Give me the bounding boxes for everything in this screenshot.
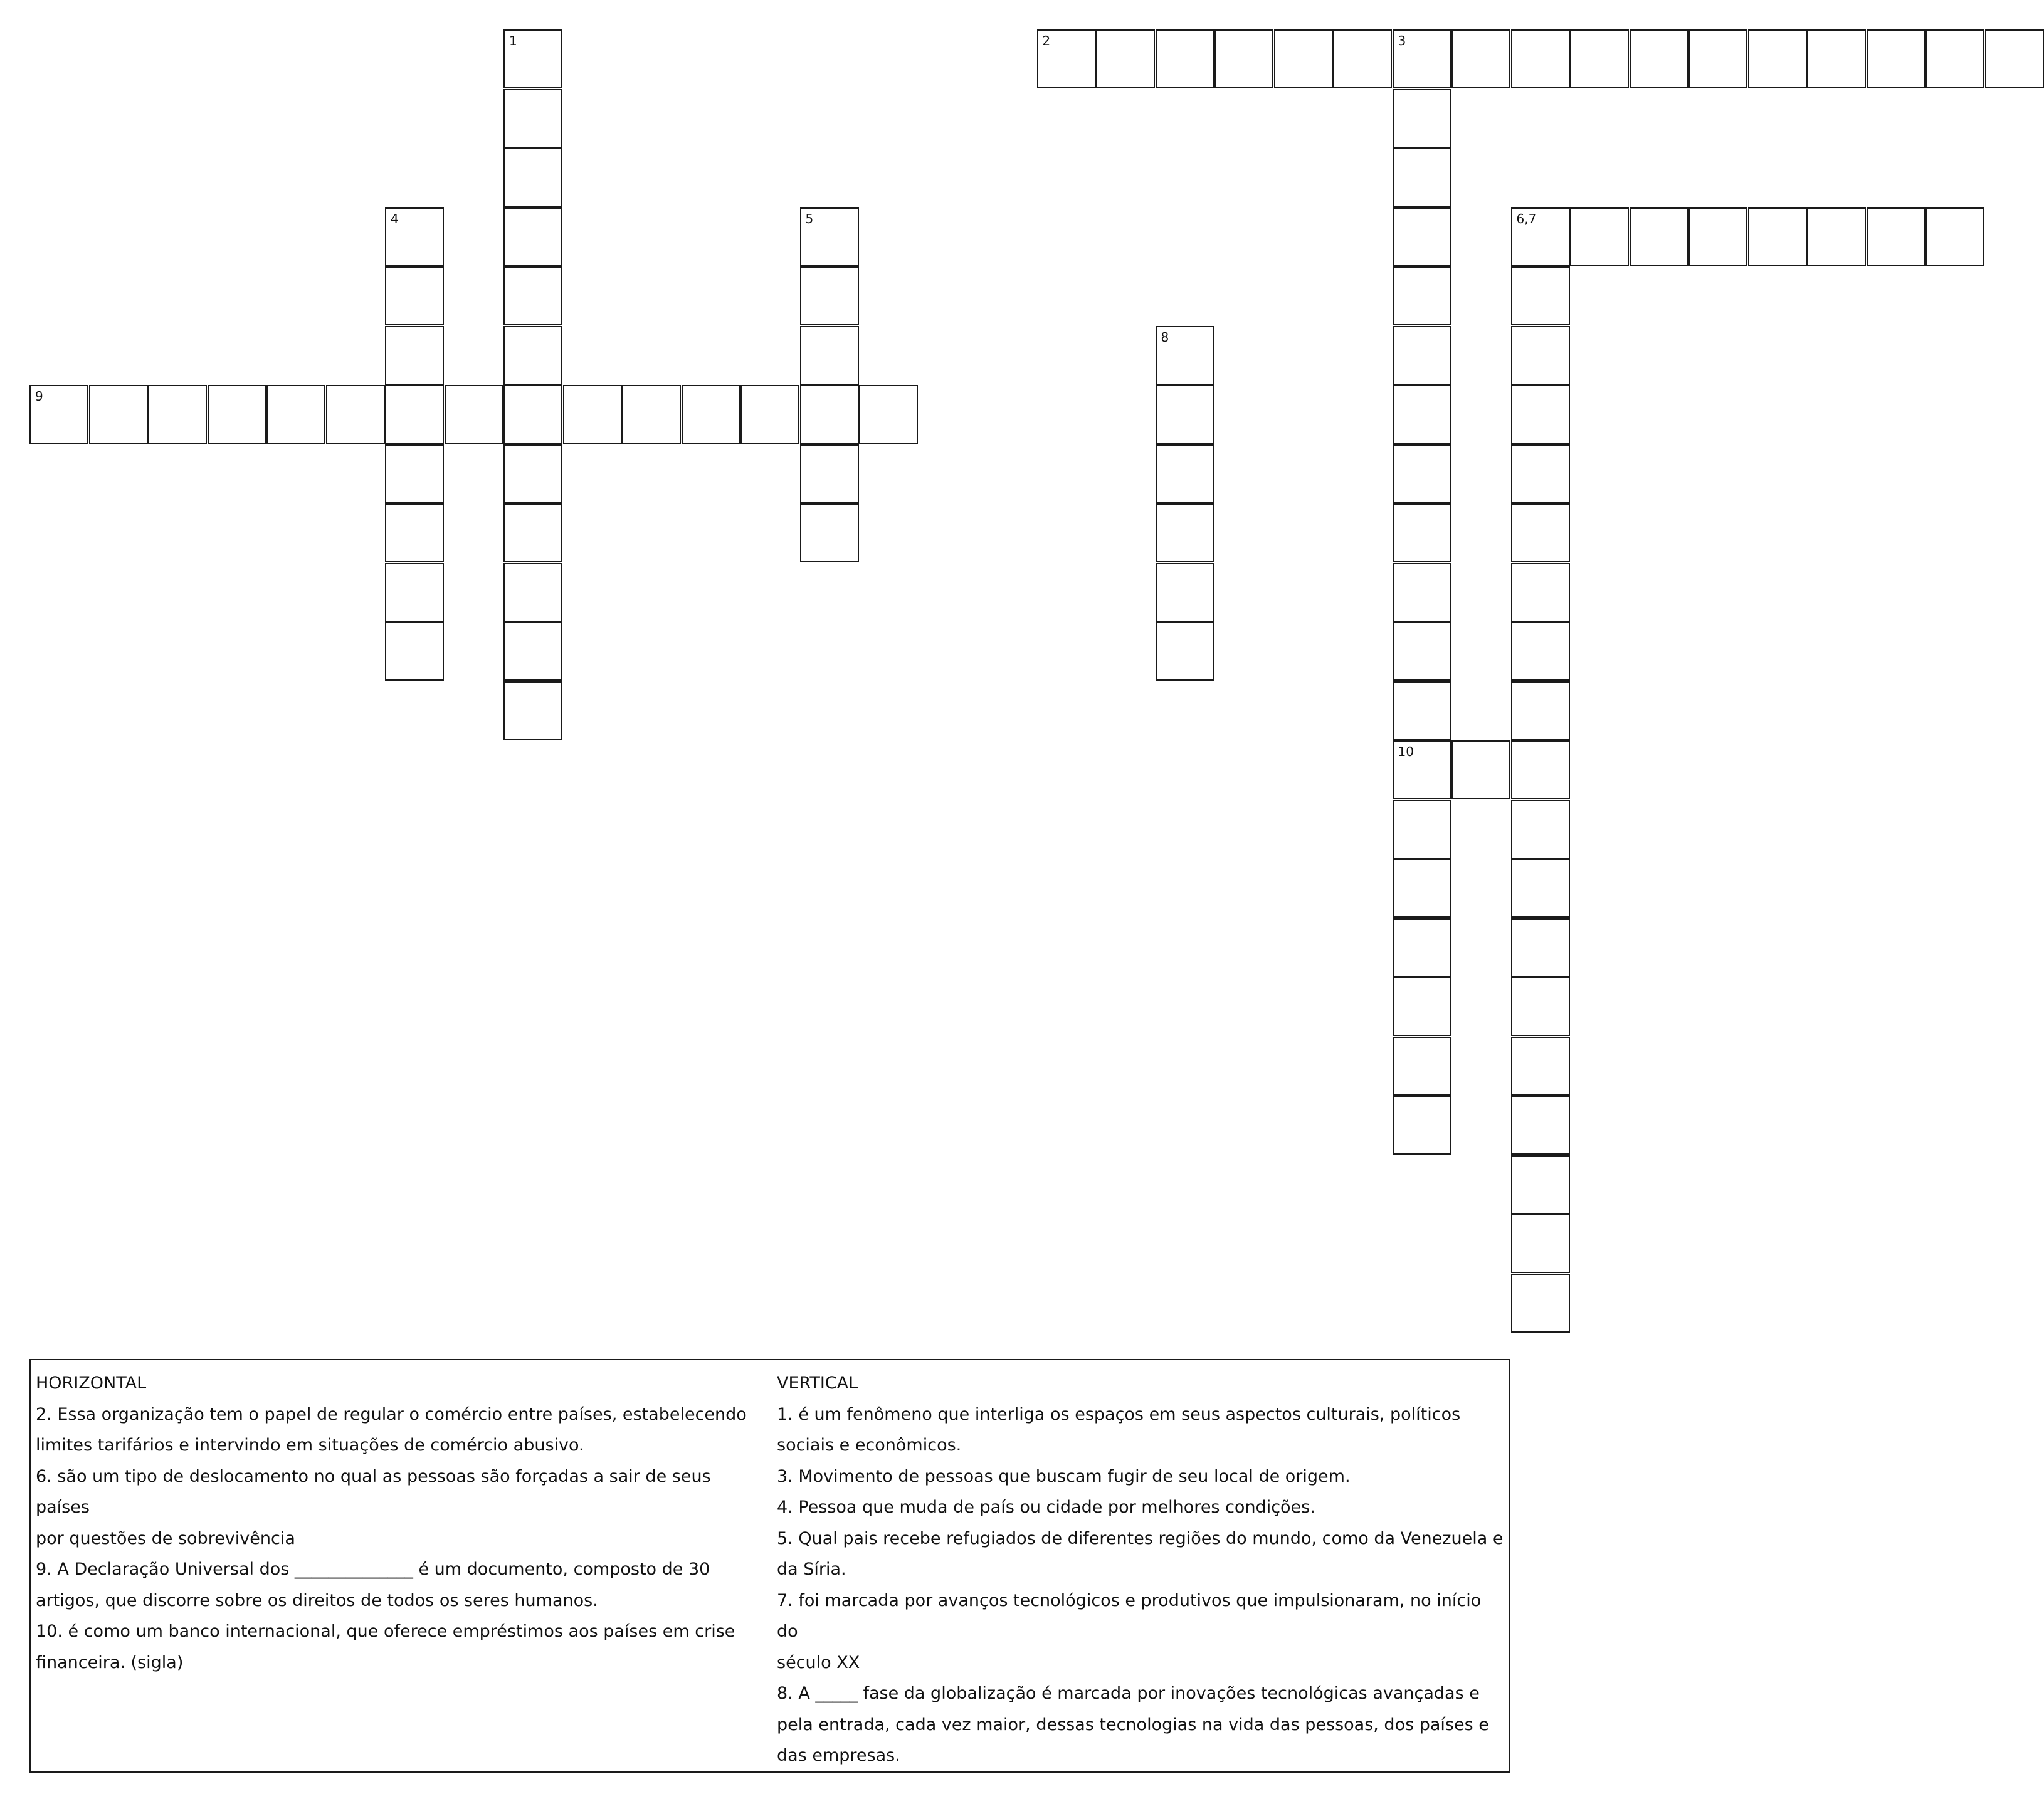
crossword-cell[interactable] [503, 444, 562, 503]
crossword-cell[interactable] [385, 622, 444, 681]
crossword-cell[interactable] [1156, 29, 1214, 88]
crossword-cell[interactable] [503, 503, 562, 562]
clue-line: 6. são um tipo de deslocamento no qual as pessoas são forçadas a sair de seus países [36, 1466, 711, 1517]
crossword-cell[interactable] [1511, 29, 1570, 88]
crossword-cell[interactable] [800, 207, 859, 266]
crossword-cell[interactable] [563, 385, 622, 444]
crossword-cell[interactable] [682, 385, 740, 444]
crossword-cell[interactable] [385, 207, 444, 266]
clue-line: limites tarifários e intervindo em situações de comércio abusivo. [36, 1435, 584, 1455]
crossword-cell[interactable] [1511, 444, 1570, 503]
crossword-cell[interactable] [503, 326, 562, 385]
crossword-cell[interactable] [1393, 859, 1451, 918]
crossword-cell[interactable] [1511, 207, 1570, 266]
crossword-cell[interactable] [1393, 207, 1451, 266]
crossword-cell[interactable] [800, 266, 859, 325]
crossword-cell[interactable] [1451, 740, 1510, 799]
crossword-cell[interactable] [1511, 1214, 1570, 1273]
clue-line: 4. Pessoa que muda de país ou cidade por melhores condições. [777, 1498, 1315, 1517]
crossword-cell[interactable] [1214, 29, 1273, 88]
crossword-cell[interactable] [326, 385, 385, 444]
clue-number: 5 [805, 211, 814, 226]
crossword-cell[interactable] [1393, 918, 1451, 977]
crossword-cell[interactable] [503, 29, 562, 88]
clue-line: 10. é como um banco internacional, que oferece empréstimos aos países em crise [36, 1622, 735, 1641]
crossword-cell[interactable] [1570, 29, 1629, 88]
crossword-cell[interactable] [1511, 326, 1570, 385]
crossword-cell[interactable] [1393, 563, 1451, 622]
crossword-cell[interactable] [1985, 29, 2044, 88]
crossword-cell[interactable] [1393, 800, 1451, 859]
vertical-title: VERTICAL [777, 1373, 858, 1393]
clue-line: século XX [777, 1652, 860, 1672]
clue-number: 3 [1398, 33, 1406, 48]
crossword-cell[interactable] [1393, 326, 1451, 385]
crossword-cell[interactable] [1096, 29, 1155, 88]
clue-number: 1 [509, 33, 517, 48]
crossword-cell[interactable] [1393, 740, 1451, 799]
crossword-cell[interactable] [503, 385, 562, 444]
crossword-cell[interactable] [1156, 444, 1214, 503]
clue-number: 10 [1398, 744, 1414, 759]
clue-line: 7. foi marcada por avanços tecnológicos e produtivos que impulsionaram, no início do [777, 1590, 1482, 1641]
crossword-cell[interactable] [29, 385, 88, 444]
crossword-cell[interactable] [1688, 29, 1747, 88]
crossword-cell[interactable] [1511, 681, 1570, 740]
clue-line: da Síria. [777, 1560, 846, 1579]
crossword-cell[interactable] [503, 266, 562, 325]
crossword-cell[interactable] [1867, 29, 1925, 88]
crossword-cell[interactable] [1393, 977, 1451, 1036]
crossword-cell[interactable] [1748, 29, 1807, 88]
crossword-cell[interactable] [1867, 207, 1925, 266]
crossword-cell[interactable] [1511, 740, 1570, 799]
crossword-cell[interactable] [503, 622, 562, 681]
clue-number: 6,7 [1516, 211, 1537, 226]
crossword-cell[interactable] [1156, 503, 1214, 562]
vertical-clues [777, 1368, 1504, 1771]
crossword-cell[interactable] [1511, 1096, 1570, 1155]
crossword-cell[interactable] [1156, 563, 1214, 622]
clue-line: pela entrada, cada vez maior, dessas tecnologias na vida das pessoas, dos países e [777, 1714, 1489, 1734]
crossword-cell[interactable] [1511, 622, 1570, 681]
crossword-cell[interactable] [1393, 444, 1451, 503]
clue-number: 8 [1161, 329, 1169, 345]
crossword-cell[interactable] [1393, 1037, 1451, 1096]
crossword-cell[interactable] [445, 385, 503, 444]
crossword-cell[interactable] [208, 385, 266, 444]
clue-line: 9. A Declaração Universal dos ______________ é um documento, composto de 30 [36, 1560, 710, 1579]
crossword-cell[interactable] [1393, 1096, 1451, 1155]
clue-number: 2 [1042, 33, 1051, 48]
clue-line: financeira. (sigla) [36, 1652, 184, 1672]
crossword-cell[interactable] [1393, 503, 1451, 562]
crossword-cell[interactable] [1156, 385, 1214, 444]
crossword-cell[interactable] [385, 326, 444, 385]
clue-line: 5. Qual pais recebe refugiados de diferentes regiões do mundo, como da Venezuela e [777, 1528, 1504, 1548]
crossword-cell[interactable] [1807, 207, 1866, 266]
crossword-cell[interactable] [1274, 29, 1333, 88]
crossword-cell[interactable] [1511, 563, 1570, 622]
crossword-cell[interactable] [740, 385, 799, 444]
clue-number: 9 [35, 389, 43, 404]
crossword-cell[interactable] [1511, 503, 1570, 562]
crossword-cell[interactable] [1511, 977, 1570, 1036]
crossword-cell[interactable] [385, 563, 444, 622]
crossword-cell[interactable] [1156, 622, 1214, 681]
horizontal-title: HORIZONTAL [36, 1373, 147, 1393]
clue-line: das empresas. [777, 1746, 900, 1765]
crossword-cell[interactable] [1333, 29, 1392, 88]
clue-line: 8. A _____ fase da globalização é marcada por inovações tecnológicas avançadas e [777, 1684, 1480, 1703]
crossword-cell[interactable] [1748, 207, 1807, 266]
crossword-cell[interactable] [503, 563, 562, 622]
crossword-cell[interactable] [1393, 266, 1451, 325]
crossword-cell[interactable] [1511, 1155, 1570, 1214]
crossword-cell[interactable] [622, 385, 681, 444]
crossword-cell[interactable] [1393, 29, 1451, 88]
crossword-cell[interactable] [1511, 918, 1570, 977]
crossword-cell[interactable] [89, 385, 148, 444]
crossword-cell[interactable] [1630, 29, 1688, 88]
clue-line: artigos, que discorre sobre os direitos de todos os seres humanos. [36, 1590, 598, 1610]
crossword-cell[interactable] [385, 503, 444, 562]
crossword-cell[interactable] [503, 89, 562, 148]
crossword-cell[interactable] [385, 385, 444, 444]
horizontal-clues [36, 1368, 757, 1678]
crossword-cell[interactable] [800, 385, 859, 444]
clue-line: 1. é um fenômeno que interliga os espaços em seus aspectos culturais, políticos [777, 1404, 1461, 1424]
crossword-cell[interactable] [1807, 29, 1866, 88]
crossword-cell[interactable] [800, 326, 859, 385]
crossword-cell[interactable] [1925, 207, 1984, 266]
crossword-cell[interactable] [1630, 207, 1688, 266]
crossword-cell[interactable] [385, 266, 444, 325]
crossword-cell[interactable] [1393, 148, 1451, 207]
crossword-cell[interactable] [266, 385, 325, 444]
crossword-cell[interactable] [1511, 266, 1570, 325]
clue-number: 4 [391, 211, 399, 226]
crossword-cell[interactable] [1393, 622, 1451, 681]
crossword-cell[interactable] [1688, 207, 1747, 266]
crossword-cell[interactable] [148, 385, 207, 444]
crossword-cell[interactable] [1037, 29, 1096, 88]
crossword-cell[interactable] [1511, 800, 1570, 859]
crossword-cell[interactable] [1393, 89, 1451, 148]
crossword-cell[interactable] [1511, 859, 1570, 918]
crossword-cell[interactable] [1451, 29, 1510, 88]
crossword-cell[interactable] [1570, 207, 1629, 266]
crossword-cell[interactable] [1511, 1274, 1570, 1333]
crossword-cell[interactable] [859, 385, 918, 444]
crossword-cell[interactable] [503, 207, 562, 266]
crossword-cell[interactable] [1511, 385, 1570, 444]
clue-line: sociais e econômicos. [777, 1435, 962, 1455]
clue-line: por questões de sobrevivência [36, 1528, 295, 1548]
crossword-cell[interactable] [800, 444, 859, 503]
clue-line: 3. Movimento de pessoas que buscam fugir de seu local de origem. [777, 1466, 1351, 1486]
clues-box [29, 1359, 1510, 1773]
crossword-cell[interactable] [1393, 385, 1451, 444]
crossword-cell[interactable] [1925, 29, 1984, 88]
crossword-cell[interactable] [800, 503, 859, 562]
crossword-cell[interactable] [503, 681, 562, 740]
crossword-cell[interactable] [503, 148, 562, 207]
crossword-cell[interactable] [385, 444, 444, 503]
crossword-cell[interactable] [1393, 681, 1451, 740]
crossword-cell[interactable] [1156, 326, 1214, 385]
crossword-cell[interactable] [1511, 1037, 1570, 1096]
clue-line: 2. Essa organização tem o papel de regular o comércio entre países, estabelecendo [36, 1404, 747, 1424]
